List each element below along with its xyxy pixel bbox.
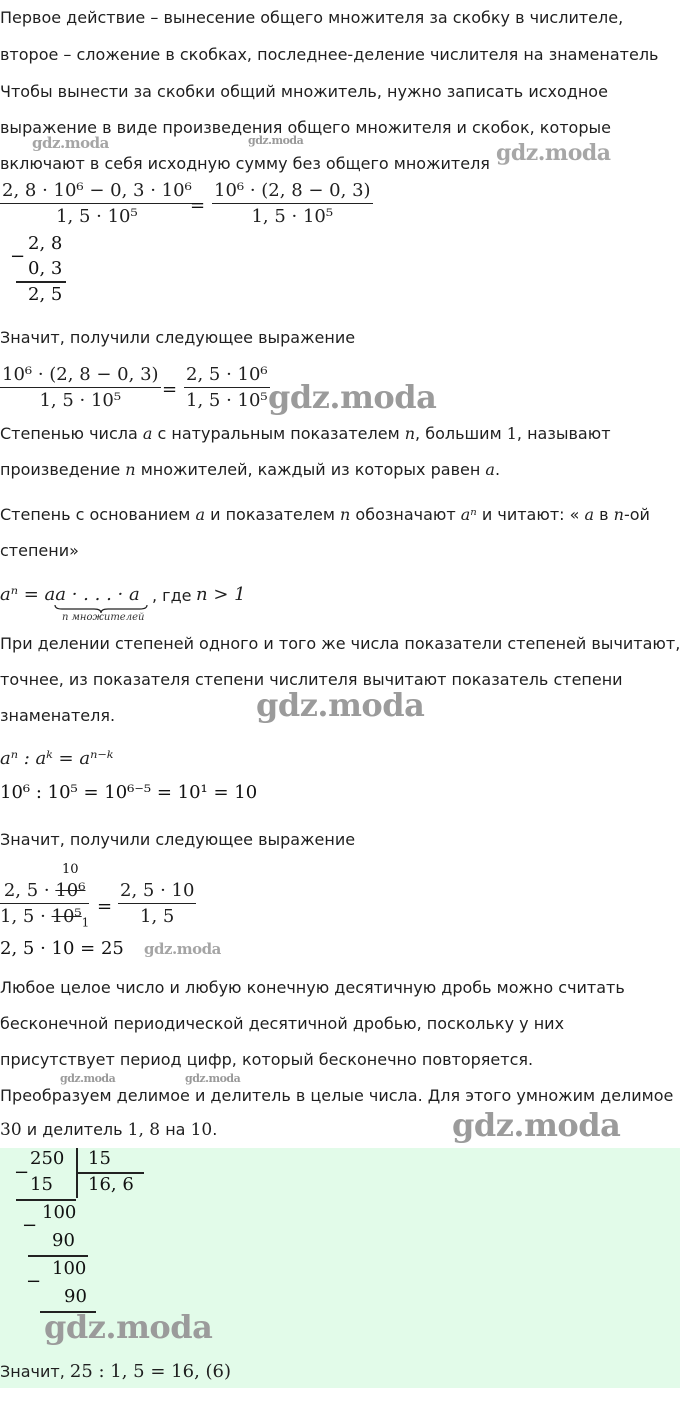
watermark-logo: gdz.moda <box>32 134 109 152</box>
convert-line1: Преобразуем делимое и делитель в целые числа. Для этого умножим делимое <box>0 1086 674 1105</box>
fraction-eq2-lhs <box>0 364 161 411</box>
powers-calculation: 10⁶ : 10⁵ = 10⁶⁻⁵ = 10¹ = 10 <box>0 782 258 803</box>
fraction-eq1-rhs <box>212 180 373 227</box>
subtraction-minus: − <box>10 246 26 267</box>
fraction-eq1-lhs <box>0 180 194 227</box>
final-equation: 25 : 1, 5 = 16, (6) <box>69 1361 232 1382</box>
division-dividend: 250 <box>30 1148 65 1169</box>
fraction-numerator: 2, 5 · 10⁶ <box>184 364 270 388</box>
watermark-logo: gdz.moda <box>185 1072 241 1085</box>
n-greater-one: n > 1 <box>196 584 246 605</box>
where-text: , где <box>152 586 192 605</box>
convert-line2: 30 и делитель 1, 8 на 10. <box>0 1120 218 1140</box>
fraction-eq3-rhs <box>118 880 196 927</box>
fraction-numerator: 10⁶ · (2, 8 − 0, 3) <box>212 180 373 204</box>
watermark-logo: gdz.moda <box>256 686 425 724</box>
periodic-line1: Любое целое число и любую конечную десятичную дробь можно считать <box>0 978 625 997</box>
division-line <box>28 1255 88 1257</box>
division-line <box>16 1199 76 1201</box>
equals-sign: = <box>190 195 206 216</box>
division-subtrahend: 90 <box>52 1230 75 1251</box>
paragraph-factor-line1: Чтобы вынести за скобки общий множитель, нужно записать исходное <box>0 82 608 101</box>
notation-line2: степени» <box>0 541 79 560</box>
paragraph-factor-line2: выражение в виде произведения общего множителя и скобок, которые <box>0 118 611 137</box>
division-quotient: 16, 6 <box>88 1174 134 1195</box>
definition-line2: произведение n множителей, каждый из которых равен a. <box>0 460 501 479</box>
underbrace-label: n множителей <box>62 612 145 623</box>
definition-line1: Степенью числа a с натуральным показателем n, большим 1, называют <box>0 424 611 443</box>
subtraction-result: 2, 5 <box>28 284 63 305</box>
division-remainder: 100 <box>52 1258 87 1279</box>
division-minus: − <box>26 1271 42 1292</box>
cancel-result: 10 <box>62 862 79 877</box>
rule-line3: знаменателя. <box>0 706 116 725</box>
result-equation: 2, 5 · 10 = 25 <box>0 938 124 959</box>
division-minus: − <box>22 1215 38 1236</box>
division-minus: − <box>14 1162 30 1183</box>
division-subtrahend: 15 <box>30 1174 53 1195</box>
watermark-logo: gdz.moda <box>452 1106 621 1144</box>
rule-line2: точнее, из показателя степени числителя вычитают показатель степени <box>0 670 623 689</box>
fraction-denominator: 1, 5 · 10⁵ <box>56 206 138 227</box>
watermark-logo: gdz.moda <box>60 1072 116 1085</box>
division-divisor: 15 <box>88 1148 111 1169</box>
fraction-numerator: 2, 5 · 10 <box>118 880 196 904</box>
division-subtrahend: 90 <box>64 1286 87 1307</box>
rule-line1: При делении степеней одного и того же числа показатели степеней вычитают, <box>0 634 680 653</box>
fraction-numerator: 2, 8 · 10⁶ − 0, 3 · 10⁶ <box>0 180 194 204</box>
paragraph-steps-line2: второе – сложение в скобках, последнее-деление числителя на знаменатель <box>0 45 659 64</box>
watermark-logo: gdz.moda <box>268 378 437 416</box>
division-remainder: 100 <box>42 1202 77 1223</box>
fraction-eq3-lhs <box>0 880 89 930</box>
var-n: n <box>404 424 416 443</box>
notation-line1: Степень с основанием a и показателем n обозначают aⁿ и читают: « a в n-ой <box>0 505 650 524</box>
subtraction-line <box>16 281 66 283</box>
subtraction-subtrahend: 0, 3 <box>28 258 63 279</box>
watermark-logo: gdz.moda <box>44 1308 213 1346</box>
paragraph-factor-line3: включают в себя исходную сумму без общего множителя <box>0 154 490 173</box>
conclusion-text: Значит, получили следующее выражение <box>0 830 356 849</box>
conclusion-text: Значит, получили следующее выражение <box>0 328 356 347</box>
fraction-numerator: 10⁶ · (2, 8 − 0, 3) <box>0 364 161 388</box>
periodic-line2: бесконечной периодической десятичной дробью, поскольку у них <box>0 1014 565 1033</box>
quotient-rule-formula: aⁿ : aᵏ = aⁿ⁻ᵏ <box>0 748 114 769</box>
fraction-denominator: 1, 5 · 10⁵ <box>186 390 268 411</box>
equals-sign: = <box>162 379 178 400</box>
subtraction-minuend: 2, 8 <box>28 233 63 254</box>
fraction-denominator: 1, 5 <box>140 906 175 927</box>
periodic-line3: присутствует период цифр, который бесконечно повторяется. <box>0 1050 534 1069</box>
paragraph-steps-line1: Первое действие – вынесение общего множителя за скобку в числителе, <box>0 8 624 27</box>
fraction-eq2-rhs <box>184 364 270 411</box>
fraction-denominator: 1, 5 · 10⁵ <box>251 206 334 227</box>
equals-sign: = <box>97 896 113 917</box>
watermark-logo: gdz.moda <box>144 940 221 958</box>
fraction-numerator: 2, 5 · 10⁶ <box>0 880 89 904</box>
watermark-logo: gdz.moda <box>248 134 304 147</box>
var-a: a <box>142 424 153 443</box>
final-answer: Значит, 25 : 1, 5 = 16, (6) <box>0 1361 232 1382</box>
fraction-denominator: 1, $5 \cdot 10^5_1$ <box>0 906 90 930</box>
power-definition-formula: aⁿ = aa · . . . · a <box>0 584 140 605</box>
watermark-logo: gdz.moda <box>496 140 611 166</box>
fraction-denominator: 1, 5 · 10⁵ <box>39 390 122 411</box>
a-power-n: aⁿ <box>460 505 477 524</box>
